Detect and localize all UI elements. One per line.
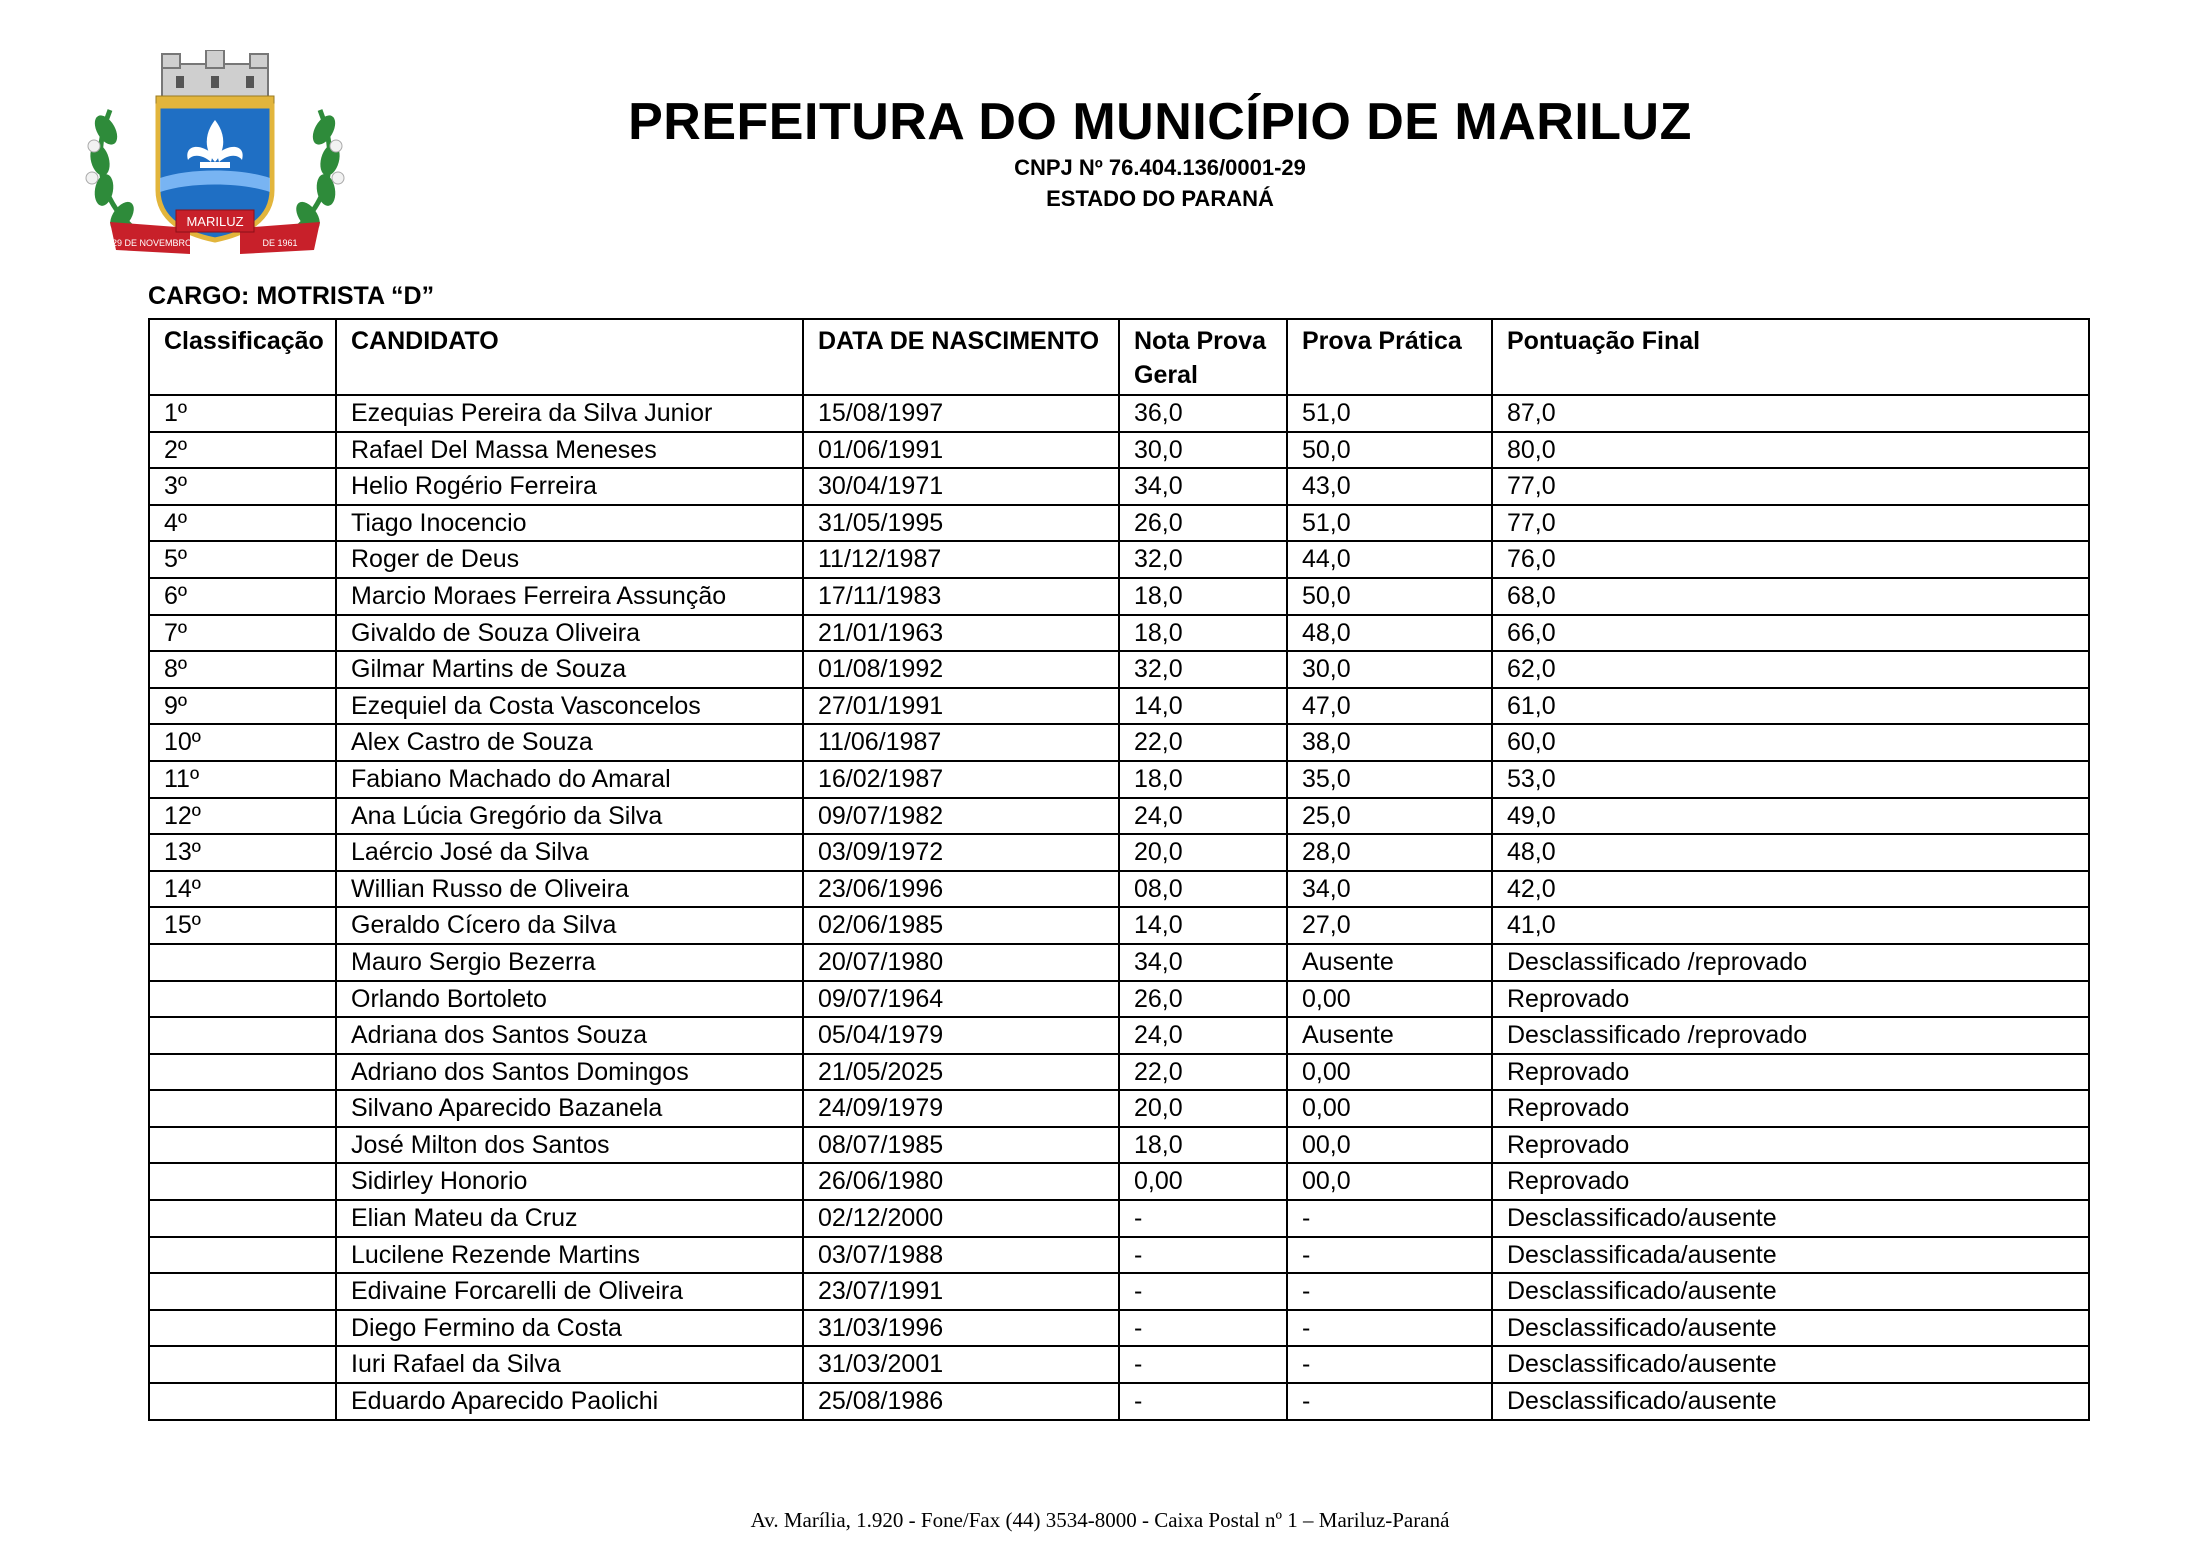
table-header-row [149, 319, 2089, 395]
cell-prova-pratica: 35,0 [1287, 761, 1492, 798]
table-row [149, 688, 2089, 725]
cell-nota-prova-geral: 18,0 [1119, 1127, 1287, 1164]
cell-classificacao [149, 1127, 336, 1164]
cell-prova-pratica: 47,0 [1287, 688, 1492, 725]
cell-data-nascimento: 20/07/1980 [803, 944, 1119, 981]
cell-pontuacao-final: 61,0 [1492, 688, 2089, 725]
cell-pontuacao-final: Reprovado [1492, 1127, 2089, 1164]
cell-classificacao: 8º [149, 651, 336, 688]
table-row [149, 432, 2089, 469]
cell-candidato: Gilmar Martins de Souza [336, 651, 803, 688]
cell-pontuacao-final: 77,0 [1492, 468, 2089, 505]
cell-candidato: Ana Lúcia Gregório da Silva [336, 798, 803, 835]
cell-candidato: Adriano dos Santos Domingos [336, 1054, 803, 1091]
cell-candidato: Sidirley Honorio [336, 1163, 803, 1200]
cell-pontuacao-final: 53,0 [1492, 761, 2089, 798]
cell-prova-pratica: 28,0 [1287, 834, 1492, 871]
cell-nota-prova-geral: 32,0 [1119, 651, 1287, 688]
cell-candidato: Adriana dos Santos Souza [336, 1017, 803, 1054]
cell-candidato: Geraldo Cícero da Silva [336, 907, 803, 944]
cell-pontuacao-final: Desclassificado/ausente [1492, 1346, 2089, 1383]
cell-pontuacao-final: Desclassificado /reprovado [1492, 944, 2089, 981]
cell-classificacao: 14º [149, 871, 336, 908]
cell-prova-pratica: 27,0 [1287, 907, 1492, 944]
cell-data-nascimento: 08/07/1985 [803, 1127, 1119, 1164]
cell-prova-pratica: - [1287, 1200, 1492, 1237]
column-header-data-nascimento: DATA DE NASCIMENTO [803, 319, 1119, 395]
cell-data-nascimento: 17/11/1983 [803, 578, 1119, 615]
cell-data-nascimento: 01/08/1992 [803, 651, 1119, 688]
table-row [149, 541, 2089, 578]
cell-pontuacao-final: Desclassificado/ausente [1492, 1200, 2089, 1237]
cell-prova-pratica: Ausente [1287, 944, 1492, 981]
table-row [149, 944, 2089, 981]
cell-data-nascimento: 16/02/1987 [803, 761, 1119, 798]
cell-pontuacao-final: 49,0 [1492, 798, 2089, 835]
cell-data-nascimento: 31/03/1996 [803, 1310, 1119, 1347]
cell-prova-pratica: 38,0 [1287, 724, 1492, 761]
cell-data-nascimento: 23/06/1996 [803, 871, 1119, 908]
cell-data-nascimento: 03/09/1972 [803, 834, 1119, 871]
cell-data-nascimento: 27/01/1991 [803, 688, 1119, 725]
ribbon-banner [110, 210, 320, 254]
cell-nota-prova-geral: - [1119, 1383, 1287, 1420]
table-row [149, 1090, 2089, 1127]
column-header-nota-prova-geral: Nota Prova Geral [1119, 319, 1287, 395]
cell-nota-prova-geral: - [1119, 1237, 1287, 1274]
cell-nota-prova-geral: 36,0 [1119, 395, 1287, 432]
cell-candidato: Silvano Aparecido Bazanela [336, 1090, 803, 1127]
cell-data-nascimento: 21/01/1963 [803, 615, 1119, 652]
cell-nota-prova-geral: 26,0 [1119, 981, 1287, 1018]
cargo-heading: CARGO: MOTRISTA “D” [148, 282, 435, 310]
table-row [149, 1237, 2089, 1274]
cell-classificacao [149, 1237, 336, 1274]
table-row [149, 651, 2089, 688]
cell-pontuacao-final: Reprovado [1492, 981, 2089, 1018]
cell-candidato: Eduardo Aparecido Paolichi [336, 1383, 803, 1420]
cell-pontuacao-final: 76,0 [1492, 541, 2089, 578]
cell-candidato: Ezequiel da Costa Vasconcelos [336, 688, 803, 725]
column-header-prova-pratica: Prova Prática [1287, 319, 1492, 395]
cell-nota-prova-geral: - [1119, 1273, 1287, 1310]
cell-pontuacao-final: 80,0 [1492, 432, 2089, 469]
table-row [149, 578, 2089, 615]
document-header [560, 92, 1760, 214]
cell-candidato: Laércio José da Silva [336, 834, 803, 871]
municipal-coat-of-arms [80, 50, 350, 270]
cell-prova-pratica: 00,0 [1287, 1127, 1492, 1164]
cell-data-nascimento: 09/07/1964 [803, 981, 1119, 1018]
cell-classificacao: 10º [149, 724, 336, 761]
cell-nota-prova-geral: 34,0 [1119, 468, 1287, 505]
cell-classificacao [149, 1017, 336, 1054]
cell-nota-prova-geral: 22,0 [1119, 724, 1287, 761]
cell-classificacao [149, 1273, 336, 1310]
page-title: PREFEITURA DO MUNICÍPIO DE MARILUZ [628, 93, 1692, 151]
cell-data-nascimento: 24/09/1979 [803, 1090, 1119, 1127]
cell-candidato: Rafael Del Massa Meneses [336, 432, 803, 469]
column-header-candidato: CANDIDATO [336, 319, 803, 395]
cell-pontuacao-final: Desclassificada/ausente [1492, 1237, 2089, 1274]
cell-candidato: Iuri Rafael da Silva [336, 1346, 803, 1383]
cell-pontuacao-final: 48,0 [1492, 834, 2089, 871]
cell-data-nascimento: 25/08/1986 [803, 1383, 1119, 1420]
cell-prova-pratica: - [1287, 1237, 1492, 1274]
cell-data-nascimento: 15/08/1997 [803, 395, 1119, 432]
cell-data-nascimento: 26/06/1980 [803, 1163, 1119, 1200]
mural-crown-icon [156, 50, 274, 104]
table-body [149, 395, 2089, 1420]
cell-classificacao [149, 1090, 336, 1127]
cell-candidato: Fabiano Machado do Amaral [336, 761, 803, 798]
cell-data-nascimento: 03/07/1988 [803, 1237, 1119, 1274]
cell-candidato: Elian Mateu da Cruz [336, 1200, 803, 1237]
cell-prova-pratica: 0,00 [1287, 981, 1492, 1018]
cell-candidato: Marcio Moraes Ferreira Assunção [336, 578, 803, 615]
table-row [149, 615, 2089, 652]
cell-classificacao: 5º [149, 541, 336, 578]
cell-data-nascimento: 31/05/1995 [803, 505, 1119, 542]
table-row [149, 1127, 2089, 1164]
table-row [149, 1054, 2089, 1091]
cell-nota-prova-geral: 32,0 [1119, 541, 1287, 578]
cell-candidato: José Milton dos Santos [336, 1127, 803, 1164]
crest-banner-text: MARILUZ [186, 214, 244, 229]
cell-classificacao [149, 1383, 336, 1420]
cell-prova-pratica: 48,0 [1287, 615, 1492, 652]
cell-prova-pratica: - [1287, 1346, 1492, 1383]
cell-classificacao: 4º [149, 505, 336, 542]
table-row [149, 1200, 2089, 1237]
cell-nota-prova-geral: 14,0 [1119, 688, 1287, 725]
cell-pontuacao-final: Desclassificado/ausente [1492, 1310, 2089, 1347]
table-row [149, 1383, 2089, 1420]
cell-prova-pratica: 51,0 [1287, 505, 1492, 542]
cell-classificacao [149, 1200, 336, 1237]
cell-data-nascimento: 11/06/1987 [803, 724, 1119, 761]
cell-prova-pratica: 50,0 [1287, 432, 1492, 469]
cell-classificacao: 7º [149, 615, 336, 652]
cell-nota-prova-geral: 18,0 [1119, 578, 1287, 615]
cell-pontuacao-final: 42,0 [1492, 871, 2089, 908]
cell-prova-pratica: - [1287, 1310, 1492, 1347]
cell-candidato: Orlando Bortoleto [336, 981, 803, 1018]
cell-pontuacao-final: 87,0 [1492, 395, 2089, 432]
cell-classificacao [149, 1310, 336, 1347]
cell-nota-prova-geral: 20,0 [1119, 834, 1287, 871]
cell-nota-prova-geral: 22,0 [1119, 1054, 1287, 1091]
cell-candidato: Roger de Deus [336, 541, 803, 578]
table-row [149, 468, 2089, 505]
table-row [149, 981, 2089, 1018]
results-table [148, 318, 2090, 1421]
cell-prova-pratica: Ausente [1287, 1017, 1492, 1054]
cell-classificacao [149, 944, 336, 981]
cell-nota-prova-geral: 0,00 [1119, 1163, 1287, 1200]
cell-prova-pratica: 34,0 [1287, 871, 1492, 908]
cell-classificacao [149, 1346, 336, 1383]
cell-pontuacao-final: Desclassificado/ausente [1492, 1383, 2089, 1420]
cell-nota-prova-geral: - [1119, 1200, 1287, 1237]
cell-candidato: Ezequias Pereira da Silva Junior [336, 395, 803, 432]
cell-data-nascimento: 05/04/1979 [803, 1017, 1119, 1054]
cell-candidato: Alex Castro de Souza [336, 724, 803, 761]
cell-data-nascimento: 31/03/2001 [803, 1346, 1119, 1383]
table-row [149, 907, 2089, 944]
cell-nota-prova-geral: 34,0 [1119, 944, 1287, 981]
column-header-classificacao: Classificação [149, 319, 336, 395]
cell-data-nascimento: 23/07/1991 [803, 1273, 1119, 1310]
cell-prova-pratica: 43,0 [1287, 468, 1492, 505]
cell-candidato: Lucilene Rezende Martins [336, 1237, 803, 1274]
column-header-pontuacao-final: Pontuação Final [1492, 319, 2089, 395]
cell-nota-prova-geral: - [1119, 1310, 1287, 1347]
cell-data-nascimento: 09/07/1982 [803, 798, 1119, 835]
cell-pontuacao-final: 62,0 [1492, 651, 2089, 688]
cell-classificacao: 15º [149, 907, 336, 944]
cell-pontuacao-final: 66,0 [1492, 615, 2089, 652]
cell-candidato: Mauro Sergio Bezerra [336, 944, 803, 981]
cell-classificacao: 12º [149, 798, 336, 835]
cell-classificacao [149, 1054, 336, 1091]
cell-pontuacao-final: Desclassificado/ausente [1492, 1273, 2089, 1310]
cell-nota-prova-geral: - [1119, 1346, 1287, 1383]
laurel-right-icon [280, 110, 344, 240]
cell-classificacao: 11º [149, 761, 336, 798]
cell-pontuacao-final: Desclassificado /reprovado [1492, 1017, 2089, 1054]
cell-candidato: Diego Fermino da Costa [336, 1310, 803, 1347]
cell-prova-pratica: 50,0 [1287, 578, 1492, 615]
cell-data-nascimento: 02/06/1985 [803, 907, 1119, 944]
cell-pontuacao-final: Reprovado [1492, 1090, 2089, 1127]
cell-prova-pratica: - [1287, 1273, 1492, 1310]
cell-classificacao [149, 1163, 336, 1200]
table-row [149, 1310, 2089, 1347]
cell-prova-pratica: 25,0 [1287, 798, 1492, 835]
cell-candidato: Givaldo de Souza Oliveira [336, 615, 803, 652]
cell-data-nascimento: 30/04/1971 [803, 468, 1119, 505]
cell-classificacao: 3º [149, 468, 336, 505]
cell-prova-pratica: 30,0 [1287, 651, 1492, 688]
table-row [149, 871, 2089, 908]
cell-nota-prova-geral: 14,0 [1119, 907, 1287, 944]
cell-nota-prova-geral: 30,0 [1119, 432, 1287, 469]
cell-classificacao: 13º [149, 834, 336, 871]
crest-ribbon-left: 29 DE NOVEMBRO [111, 238, 193, 248]
cell-classificacao [149, 981, 336, 1018]
cell-nota-prova-geral: 20,0 [1119, 1090, 1287, 1127]
cell-data-nascimento: 02/12/2000 [803, 1200, 1119, 1237]
cell-pontuacao-final: 60,0 [1492, 724, 2089, 761]
cell-data-nascimento: 11/12/1987 [803, 541, 1119, 578]
laurel-left-icon [86, 110, 150, 240]
table-row [149, 505, 2089, 542]
page-footer: Av. Marília, 1.920 - Fone/Fax (44) 3534-8000 - Caixa Postal nº 1 – Mariluz-Paraná [750, 1508, 1450, 1532]
table-row [149, 798, 2089, 835]
cell-prova-pratica: 0,00 [1287, 1054, 1492, 1091]
cell-classificacao: 1º [149, 395, 336, 432]
cell-pontuacao-final: 77,0 [1492, 505, 2089, 542]
cell-prova-pratica: 00,0 [1287, 1163, 1492, 1200]
cell-prova-pratica: - [1287, 1383, 1492, 1420]
table-row [149, 724, 2089, 761]
cell-classificacao: 6º [149, 578, 336, 615]
cell-pontuacao-final: Reprovado [1492, 1054, 2089, 1091]
cell-nota-prova-geral: 24,0 [1119, 798, 1287, 835]
cell-pontuacao-final: Reprovado [1492, 1163, 2089, 1200]
cnpj-number: CNPJ Nº 76.404.136/0001-29 [1014, 155, 1306, 180]
cell-candidato: Edivaine Forcarelli de Oliveira [336, 1273, 803, 1310]
table-row [149, 1017, 2089, 1054]
table-row [149, 1346, 2089, 1383]
cell-candidato: Helio Rogério Ferreira [336, 468, 803, 505]
cell-nota-prova-geral: 24,0 [1119, 1017, 1287, 1054]
table-row [149, 834, 2089, 871]
cell-pontuacao-final: 68,0 [1492, 578, 2089, 615]
cell-candidato: Willian Russo de Oliveira [336, 871, 803, 908]
cell-candidato: Tiago Inocencio [336, 505, 803, 542]
table-row [149, 1163, 2089, 1200]
cell-data-nascimento: 21/05/2025 [803, 1054, 1119, 1091]
table-row [149, 395, 2089, 432]
cell-classificacao: 9º [149, 688, 336, 725]
cell-nota-prova-geral: 08,0 [1119, 871, 1287, 908]
table-row [149, 1273, 2089, 1310]
cell-nota-prova-geral: 18,0 [1119, 761, 1287, 798]
crest-ribbon-right: DE 1961 [262, 238, 298, 248]
cell-nota-prova-geral: 18,0 [1119, 615, 1287, 652]
cell-prova-pratica: 0,00 [1287, 1090, 1492, 1127]
cell-classificacao: 2º [149, 432, 336, 469]
cell-data-nascimento: 01/06/1991 [803, 432, 1119, 469]
state-name: ESTADO DO PARANÁ [1046, 186, 1274, 211]
cell-nota-prova-geral: 26,0 [1119, 505, 1287, 542]
cell-pontuacao-final: 41,0 [1492, 907, 2089, 944]
table-row [149, 761, 2089, 798]
cell-prova-pratica: 51,0 [1287, 395, 1492, 432]
cell-prova-pratica: 44,0 [1287, 541, 1492, 578]
